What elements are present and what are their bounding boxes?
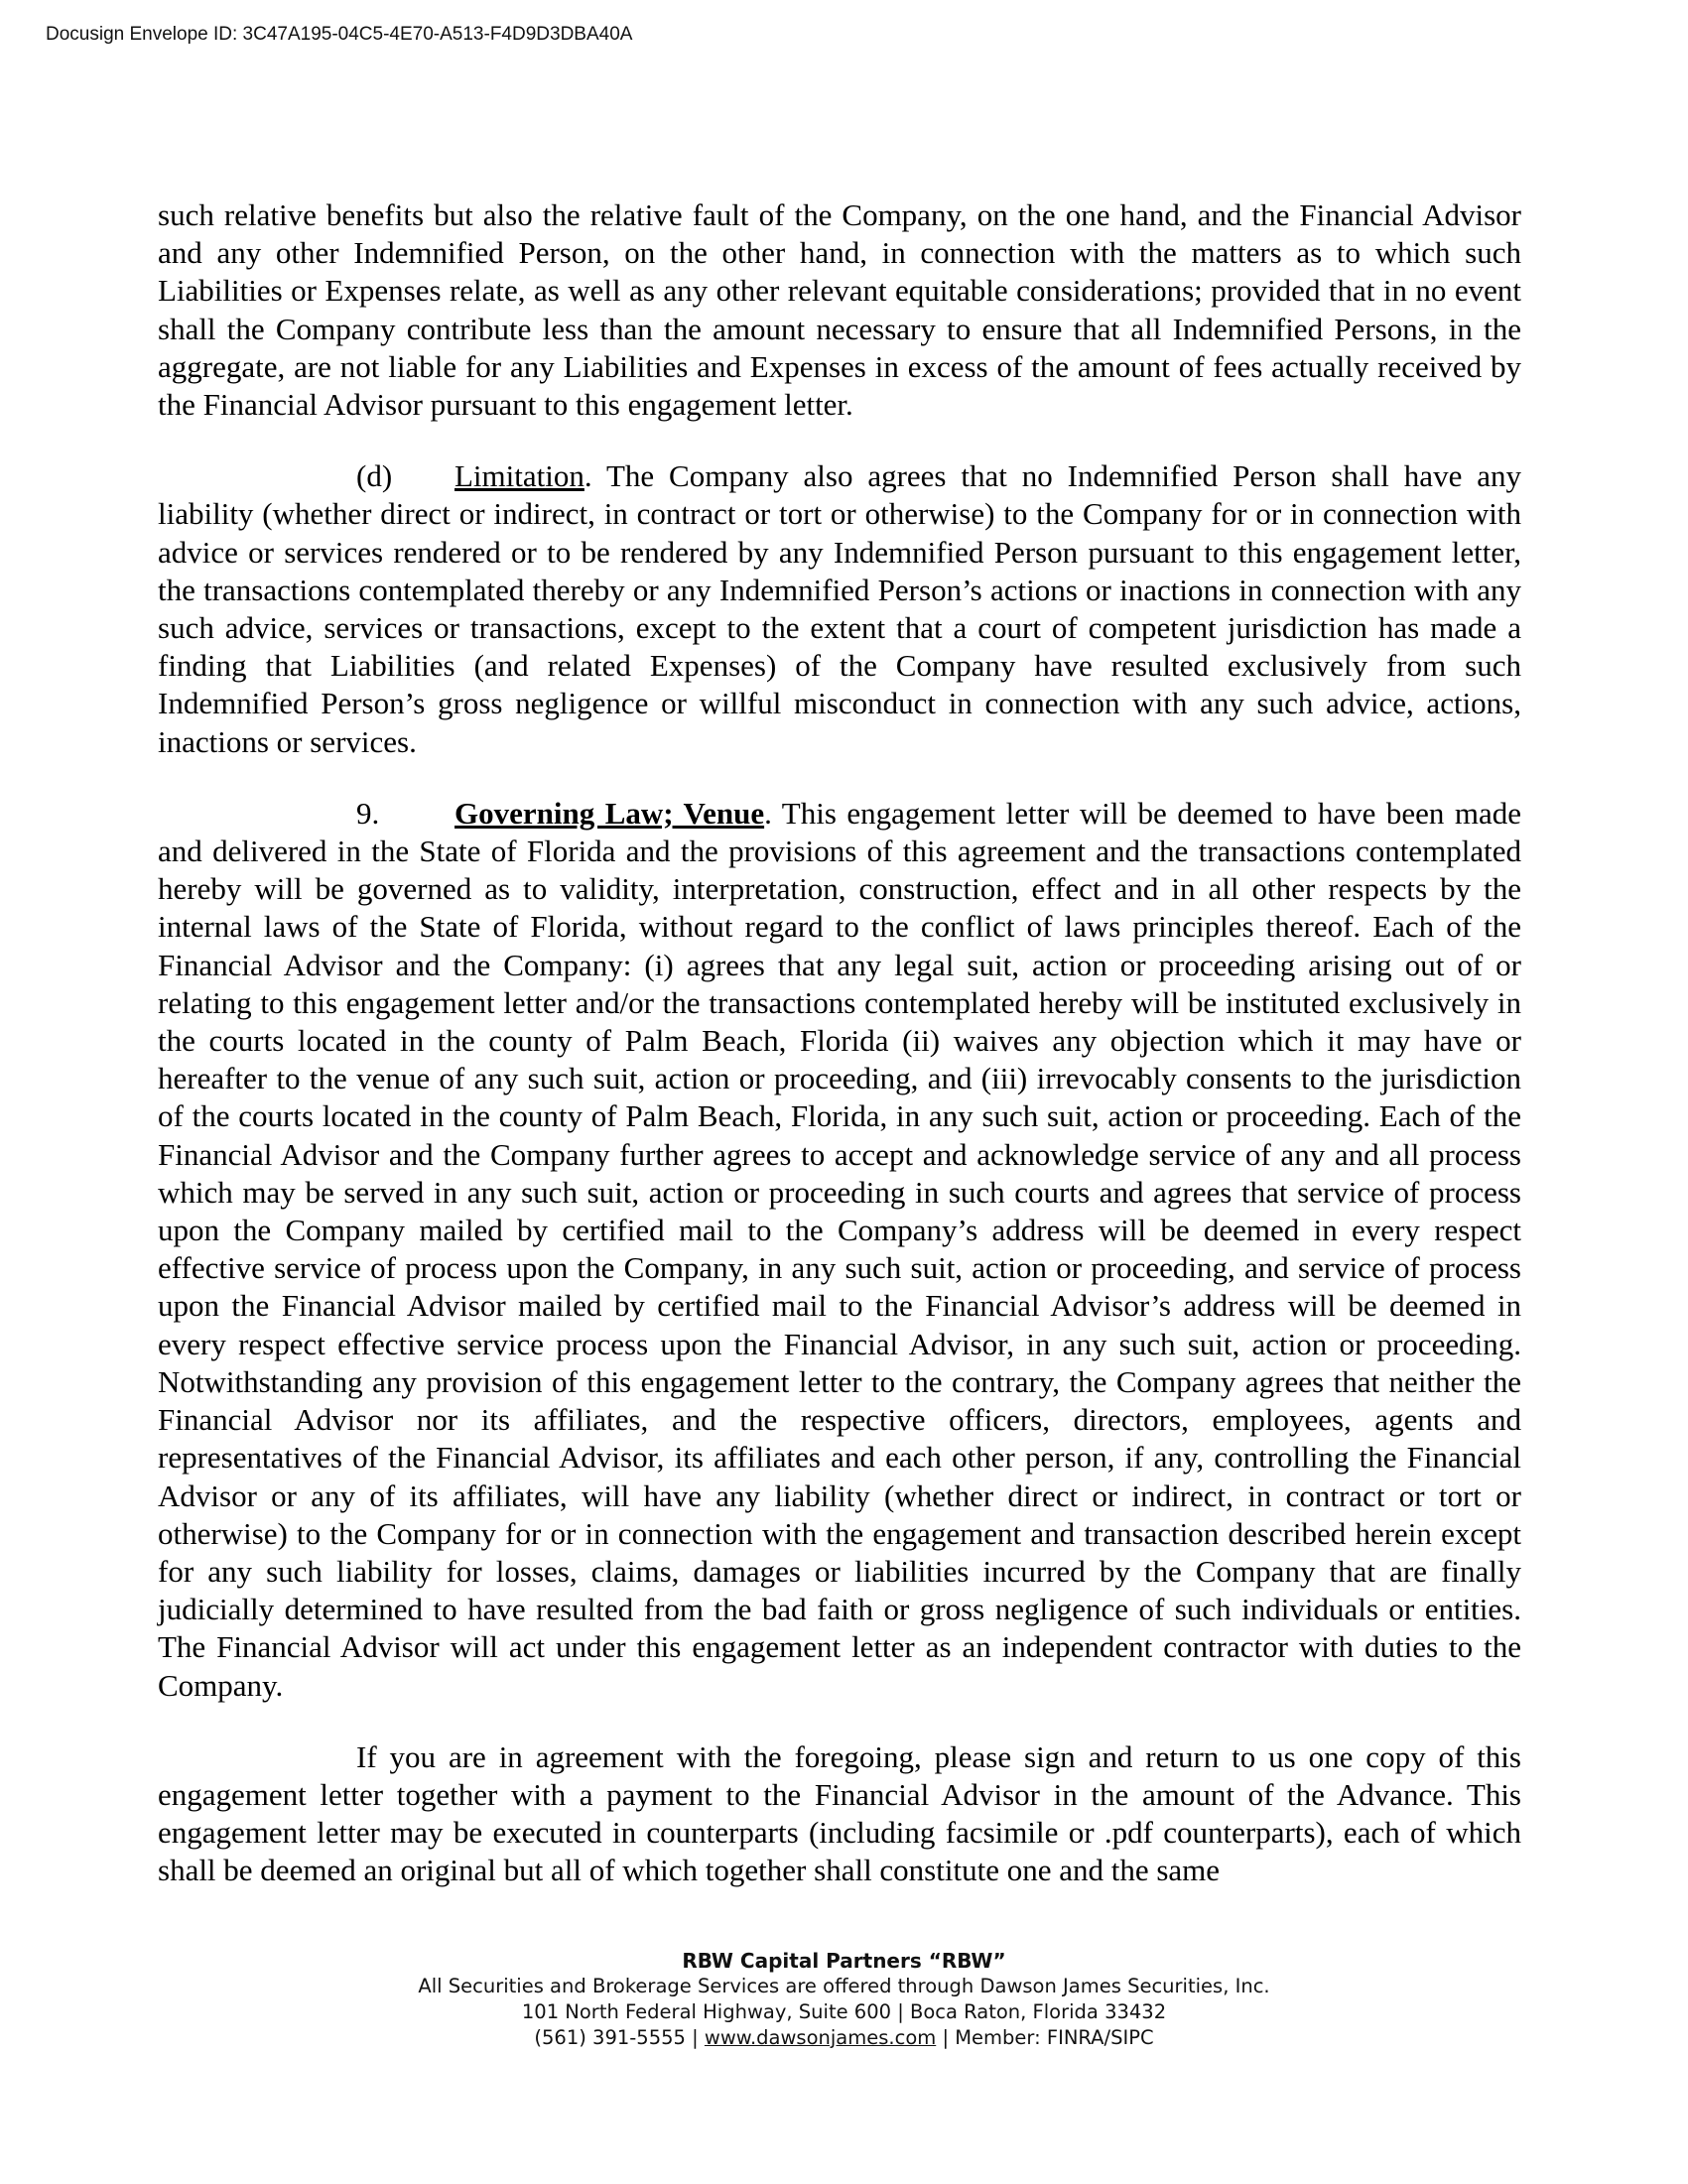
limitation-label: (d): [356, 458, 393, 494]
paragraph-contribution-continued: such relative benefits but also the relative fault of the Company, on the one hand, and the Financial Advisor and any other Indemnified Person, on the other hand, in connection with the matters as to which such Liabilities or Expenses relate, as well as any other relevant equitable considerations; provided that in no event shall the Company contribute less than the amount necessary to ensure that all Indemnified Persons, in the aggregate, are not liable for any Liabilities and Expenses in excess of the amount of fees actually received by the Financial Advisor pursuant to this engagement letter.: [158, 197, 1521, 423]
limitation-heading: Limitation: [454, 458, 584, 494]
footer-member: | Member: FINRA/SIPC: [936, 2026, 1154, 2049]
paragraph-agreement: [158, 1738, 1521, 1890]
section-number: 9.: [356, 795, 380, 831]
paragraph-governing-law: [158, 795, 1521, 1705]
paragraph-limitation: [158, 457, 1521, 761]
footer-address: 101 North Federal Highway, Suite 600 | Boca Raton, Florida 33432: [521, 2000, 1167, 2023]
footer-contact: [0, 2025, 1688, 2051]
footer-broker-line: All Securities and Brokerage Services are offered through Dawson James Securities, Inc.: [418, 1975, 1270, 1997]
footer-firm-name: RBW Capital Partners “RBW”: [682, 1949, 1006, 1973]
page-footer: [0, 1948, 1688, 2051]
limitation-text: . The Company also agrees that no Indemnified Person shall have any liability (whether direct or indirect, in contract or tort or otherwise) to the Company for or in connection with advice or services rendered or to be rendered by any Indemnified Person pursuant to this engagement letter, the transactions contemplated thereby or any Indemnified Person’s actions or inactions in connection with any such advice, services or transactions, except to the extent that a court of competent jurisdiction has made a finding that Liabilities (and related Expenses) of the Company have resulted exclusively from such Indemnified Person’s gross negligence or willful misconduct in connection with any such advice, actions, inactions or services.: [158, 458, 1521, 759]
document-body: [158, 196, 1521, 1924]
footer-phone: (561) 391-5555 |: [534, 2026, 705, 2049]
governing-law-heading: Governing Law; Venue: [454, 795, 765, 831]
agreement-text: If you are in agreement with the foregoing, please sign and return to us one copy of this engagement letter together with a payment to the Financial Advisor in the amount of the Advance. This engagement letter may be executed in counterparts (including facsimile or .pdf counterparts), each of which shall be deemed an original but all of which together shall constitute one and the same: [158, 1738, 1521, 1888]
footer-website-link[interactable]: www.dawsonjames.com: [704, 2026, 937, 2049]
docusign-envelope-id: Docusign Envelope ID: 3C47A195-04C5-4E70-A513-F4D9D3DBA40A: [46, 24, 633, 45]
governing-law-text: . This engagement letter will be deemed to have been made and delivered in the State of Florida and the provisions of this agreement and the transactions contemplated hereby will be governed as to validity, interpretation, construction, effect and in all other respects by the internal laws of the State of Florida, without regard to the conflict of laws principles thereof. Each of the Financial Advisor and the Company: (i) agrees that any legal suit, action or proceeding arising out of or relating to this engagement letter and/or the transactions contemplated hereby will be instituted exclusively in the courts located in the county of Palm Beach, Florida (ii) waives any objection which it may have or hereafter to the venue of any such suit, action or proceeding, and (iii) irrevocably consents to the jurisdiction of the courts located in the county of Palm Beach, Florida, in any such suit, action or proceeding. Each of the Financial Advisor and the Company further agrees to accept and acknowledge service of any and all process which may be served in any such suit, action or proceeding in such courts and agrees that service of process upon the Company mailed by certified mail to the Company’s address will be deemed in every respect effective service of process upon the Company, in any such suit, action or proceeding, and service of process upon the Financial Advisor mailed by certified mail to the Financial Advisor’s address will be deemed in every respect effective service process upon the Financial Advisor, in any such suit, action or proceeding. Notwithstanding any provision of this engagement letter to the contrary, the Company agrees that neither the Financial Advisor nor its affiliates, and the respective officers, directors, employees, agents and representatives of the Financial Advisor, its affiliates and each other person, if any, controlling the Financial Advisor or any of its affiliates, will have any liability (whether direct or indirect, in contract or tort or otherwise) to the Company for or in connection with the engagement and transaction described herein except for any such liability for losses, claims, damages or liabilities incurred by the Company that are finally judicially determined to have resulted from the bad faith or gross negligence of such individuals or entities. The Financial Advisor will act under this engagement letter as an independent contractor with duties to the Company.: [158, 795, 1521, 1703]
